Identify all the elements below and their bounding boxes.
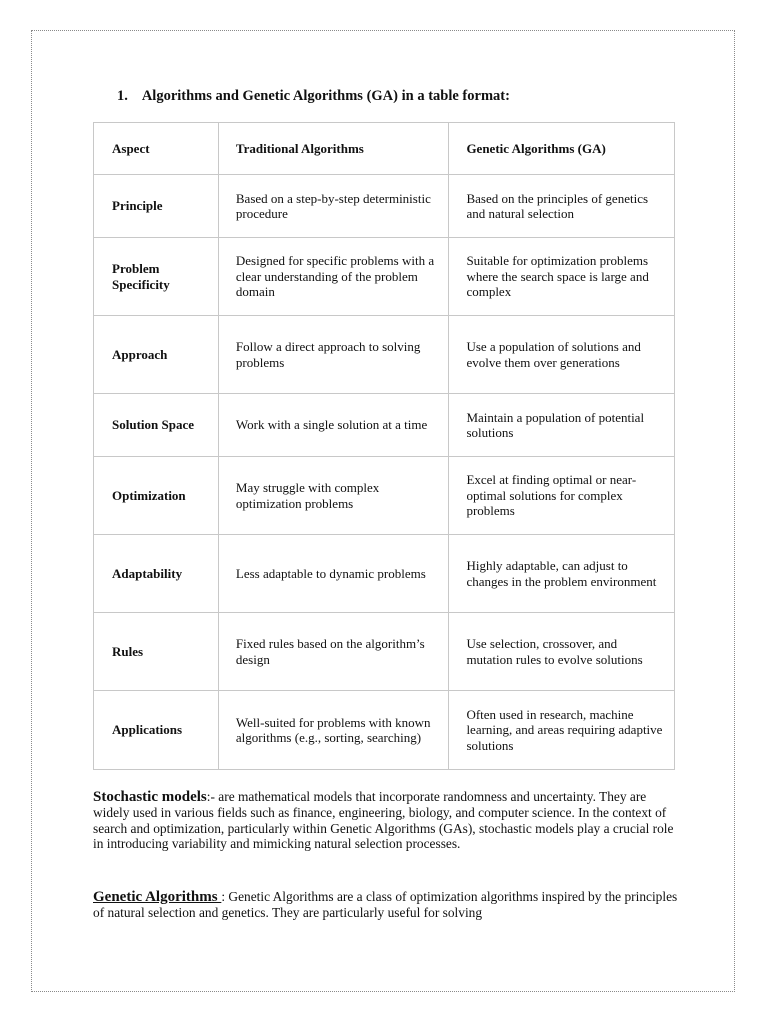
row-ga: Use a population of solutions and evolve them over generations xyxy=(449,316,675,394)
comparison-table xyxy=(93,122,675,770)
row-traditional: Work with a single solution at a time xyxy=(218,394,449,457)
stochastic-separator: :- xyxy=(206,789,215,804)
header-traditional: Traditional Algorithms xyxy=(218,123,449,175)
row-traditional: Designed for specific problems with a clear understanding of the problem domain xyxy=(218,238,449,316)
row-ga: Suitable for optimization problems where the search space is large and complex xyxy=(449,238,675,316)
row-traditional: Fixed rules based on the algorithm’s design xyxy=(218,613,449,691)
table-row xyxy=(94,457,675,535)
row-aspect: Applications xyxy=(94,691,219,770)
heading-text: Algorithms and Genetic Algorithms (GA) in a table format: xyxy=(141,88,510,104)
genetic-paragraph xyxy=(93,889,683,921)
genetic-term: Genetic Algorithms xyxy=(93,889,222,905)
row-aspect: Approach xyxy=(94,316,219,394)
table-row xyxy=(94,175,675,238)
stochastic-body: are mathematical models that incorporate randomness and uncertainty. They are widely used in various fields such as finance, engineering, biology, and computer science. In the context of search and optimization, particularly within Genetic Algorithms (GAs), stochastic models play a crucial role in introducing variability and mimicking natural selection processes. xyxy=(93,789,674,852)
row-aspect: Adaptability xyxy=(94,535,219,613)
table-header-row xyxy=(94,123,675,175)
table-row xyxy=(94,691,675,770)
header-aspect: Aspect xyxy=(94,123,219,175)
table-row xyxy=(94,238,675,316)
stochastic-paragraph xyxy=(93,789,683,852)
row-ga: Based on the principles of genetics and natural selection xyxy=(449,175,675,238)
heading-number: 1. xyxy=(117,88,128,104)
section-heading xyxy=(117,88,510,105)
genetic-body: : Genetic Algorithms are a class of optimization algorithms inspired by the principles of natural selection and genetics. They are particularly useful for solving xyxy=(93,889,678,921)
row-aspect: Problem Specificity xyxy=(94,238,219,316)
row-aspect: Principle xyxy=(94,175,219,238)
table-row xyxy=(94,613,675,691)
table-row xyxy=(94,535,675,613)
row-ga: Excel at finding optimal or near-optimal solutions for complex problems xyxy=(449,457,675,535)
row-ga: Often used in research, machine learning, and areas requiring adaptive solutions xyxy=(449,691,675,770)
row-aspect: Solution Space xyxy=(94,394,219,457)
row-ga: Highly adaptable, can adjust to changes in the problem environment xyxy=(449,535,675,613)
row-ga: Maintain a population of potential solutions xyxy=(449,394,675,457)
row-traditional: Less adaptable to dynamic problems xyxy=(218,535,449,613)
table-row xyxy=(94,316,675,394)
row-traditional: Well-suited for problems with known algorithms (e.g., sorting, searching) xyxy=(218,691,449,770)
row-ga: Use selection, crossover, and mutation rules to evolve solutions xyxy=(449,613,675,691)
header-ga: Genetic Algorithms (GA) xyxy=(449,123,675,175)
row-aspect: Optimization xyxy=(94,457,219,535)
table-row xyxy=(94,394,675,457)
row-traditional: May struggle with complex optimization problems xyxy=(218,457,449,535)
row-traditional: Follow a direct approach to solving problems xyxy=(218,316,449,394)
stochastic-term: Stochastic models xyxy=(93,789,207,805)
row-traditional: Based on a step-by-step deterministic procedure xyxy=(218,175,449,238)
row-aspect: Rules xyxy=(94,613,219,691)
